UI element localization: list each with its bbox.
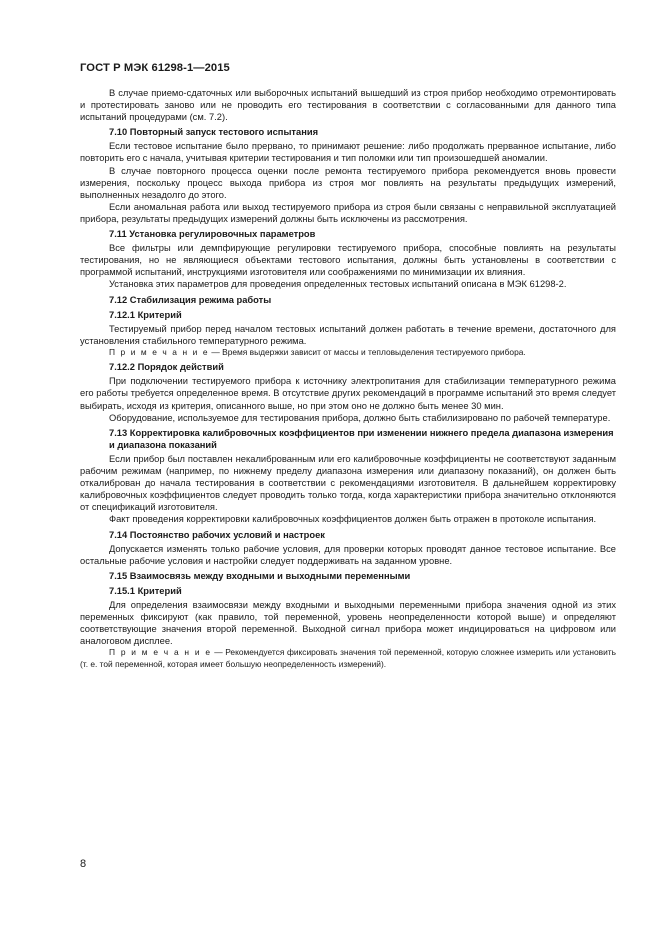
paragraph: Факт проведения корректировки калибровочных коэффициентов должен быть отражен в протоколе испытания. bbox=[109, 514, 597, 525]
paragraph: Если тестовое испытание было прервано, то принимают решение: либо продолжать прерванное испытание, либо повторить его с начала, учитывая критерии тестирования и тип поломки или тип произошедшей аномалии. bbox=[80, 141, 616, 164]
note-paragraph bbox=[80, 647, 616, 670]
paragraph: Допускается изменять только рабочие условия, для проверки которых проводят данное тестовое испытание. Все остальные рабочие условия и настройки следует поддерживать на заданном уровне. bbox=[80, 543, 616, 566]
section-heading: 7.14 Постоянство рабочих условий и настроек bbox=[109, 529, 325, 540]
paragraph: В случае приемо-сдаточных или выборочных испытаний вышедший из строя прибор необходимо отремонтировать и протестировать заново или не проводить его тестирования в соответствии с согласованными для данного типа испытаний процедурами (см. 7.2). bbox=[80, 88, 616, 123]
section-heading: 7.12.2 Порядок действий bbox=[109, 362, 224, 373]
note-text: — Время выдержки зависит от массы и тепловыделения тестируемого прибора. bbox=[209, 346, 526, 357]
paragraph: Если прибор был поставлен некалиброванным или его калибровочные коэффициенты не соответствуют заданным рабочим режимам (например, по нижнему пределу диапазона измерения или диапазону показаний), он должен быть откалиброван до начала тестирования в соответствии с рекомендациями изготовителя. В дальнейшем корректировку калибровочных коэффициентов следует проводить только тогда, когда характеристики прибора значительно отклоняются от спецификаций изготовителя. bbox=[80, 453, 616, 513]
paragraph: В случае повторного процесса оценки после ремонта тестируемого прибора рекомендуется вновь провести измерения, поскольку процесс выхода прибора из строя мог повлиять на результаты предыдущих измерений, выполненных незадолго до этого. bbox=[80, 165, 616, 200]
note-label: П р и м е ч а н и е bbox=[109, 647, 212, 658]
paragraph: Для определения взаимосвязи между входными и выходными переменными прибора значения одной из этих переменных фиксируют (как правило, той переменной, уровень неопределенности которой выше) и определяют соответствующие значения второй переменной. Выходной сигнал прибора может индицироваться на цифровом или аналоговом дисплее. bbox=[80, 599, 616, 647]
section-heading: 7.12.1 Критерий bbox=[109, 309, 182, 320]
section-heading: 7.10 Повторный запуск тестового испытания bbox=[109, 127, 319, 138]
note-paragraph bbox=[80, 347, 616, 358]
note-text: — Рекомендуется фиксировать значения той переменной, которую сложнее измерить или установить (т. е. той переменной, которая имеет большую неопределенность измерений). bbox=[80, 647, 616, 669]
document-body bbox=[80, 87, 616, 670]
section-heading: 7.15 Взаимосвязь между входными и выходными переменными bbox=[109, 570, 411, 581]
document-header: ГОСТ Р МЭК 61298-1—2015 bbox=[80, 62, 230, 74]
note-label: П р и м е ч а н и е bbox=[109, 346, 210, 357]
paragraph: Оборудование, используемое для тестирования прибора, должно быть стабилизировано по рабочей температуре. bbox=[109, 412, 611, 423]
paragraph: Установка этих параметров для проведения определенных тестовых испытаний описана в МЭК 61298-2. bbox=[109, 279, 567, 290]
paragraph: При подключении тестируемого прибора к источнику электропитания для стабилизации температурного режима его работы требуется определенное время. В отсутствие других рекомендаций в программе испытаний это время следует выбирать, исходя из критерия, описанного выше, но при этом оно не должно быть менее 30 мин. bbox=[80, 376, 616, 411]
section-heading: 7.12 Стабилизация режима работы bbox=[109, 294, 272, 305]
paragraph: Все фильтры или демпфирующие регулировки тестируемого прибора, способные повлиять на результаты тестирования, но не являющиеся объектами тестового испытания, должны быть установлены в соответствии с программой испытаний, инструкциями изготовителя или соображениями по минимизации их влияния. bbox=[80, 243, 616, 278]
section-heading: 7.13 Корректировка калибровочных коэффициентов при изменении нижнего предела диапазона измерения и диапазона показаний bbox=[109, 427, 614, 450]
paragraph: Тестируемый прибор перед началом тестовых испытаний должен работать в течение времени, достаточного для установления стабильного температурного режима. bbox=[80, 323, 616, 346]
section-heading: 7.15.1 Критерий bbox=[109, 585, 182, 596]
paragraph: Если аномальная работа или выход тестируемого прибора из строя были связаны с неправильной эксплуатацией прибора, результаты предыдущих измерений должны быть исключены из рассмотрения. bbox=[80, 201, 616, 224]
section-heading: 7.11 Установка регулировочных параметров bbox=[109, 229, 316, 240]
page-number: 8 bbox=[80, 858, 87, 870]
